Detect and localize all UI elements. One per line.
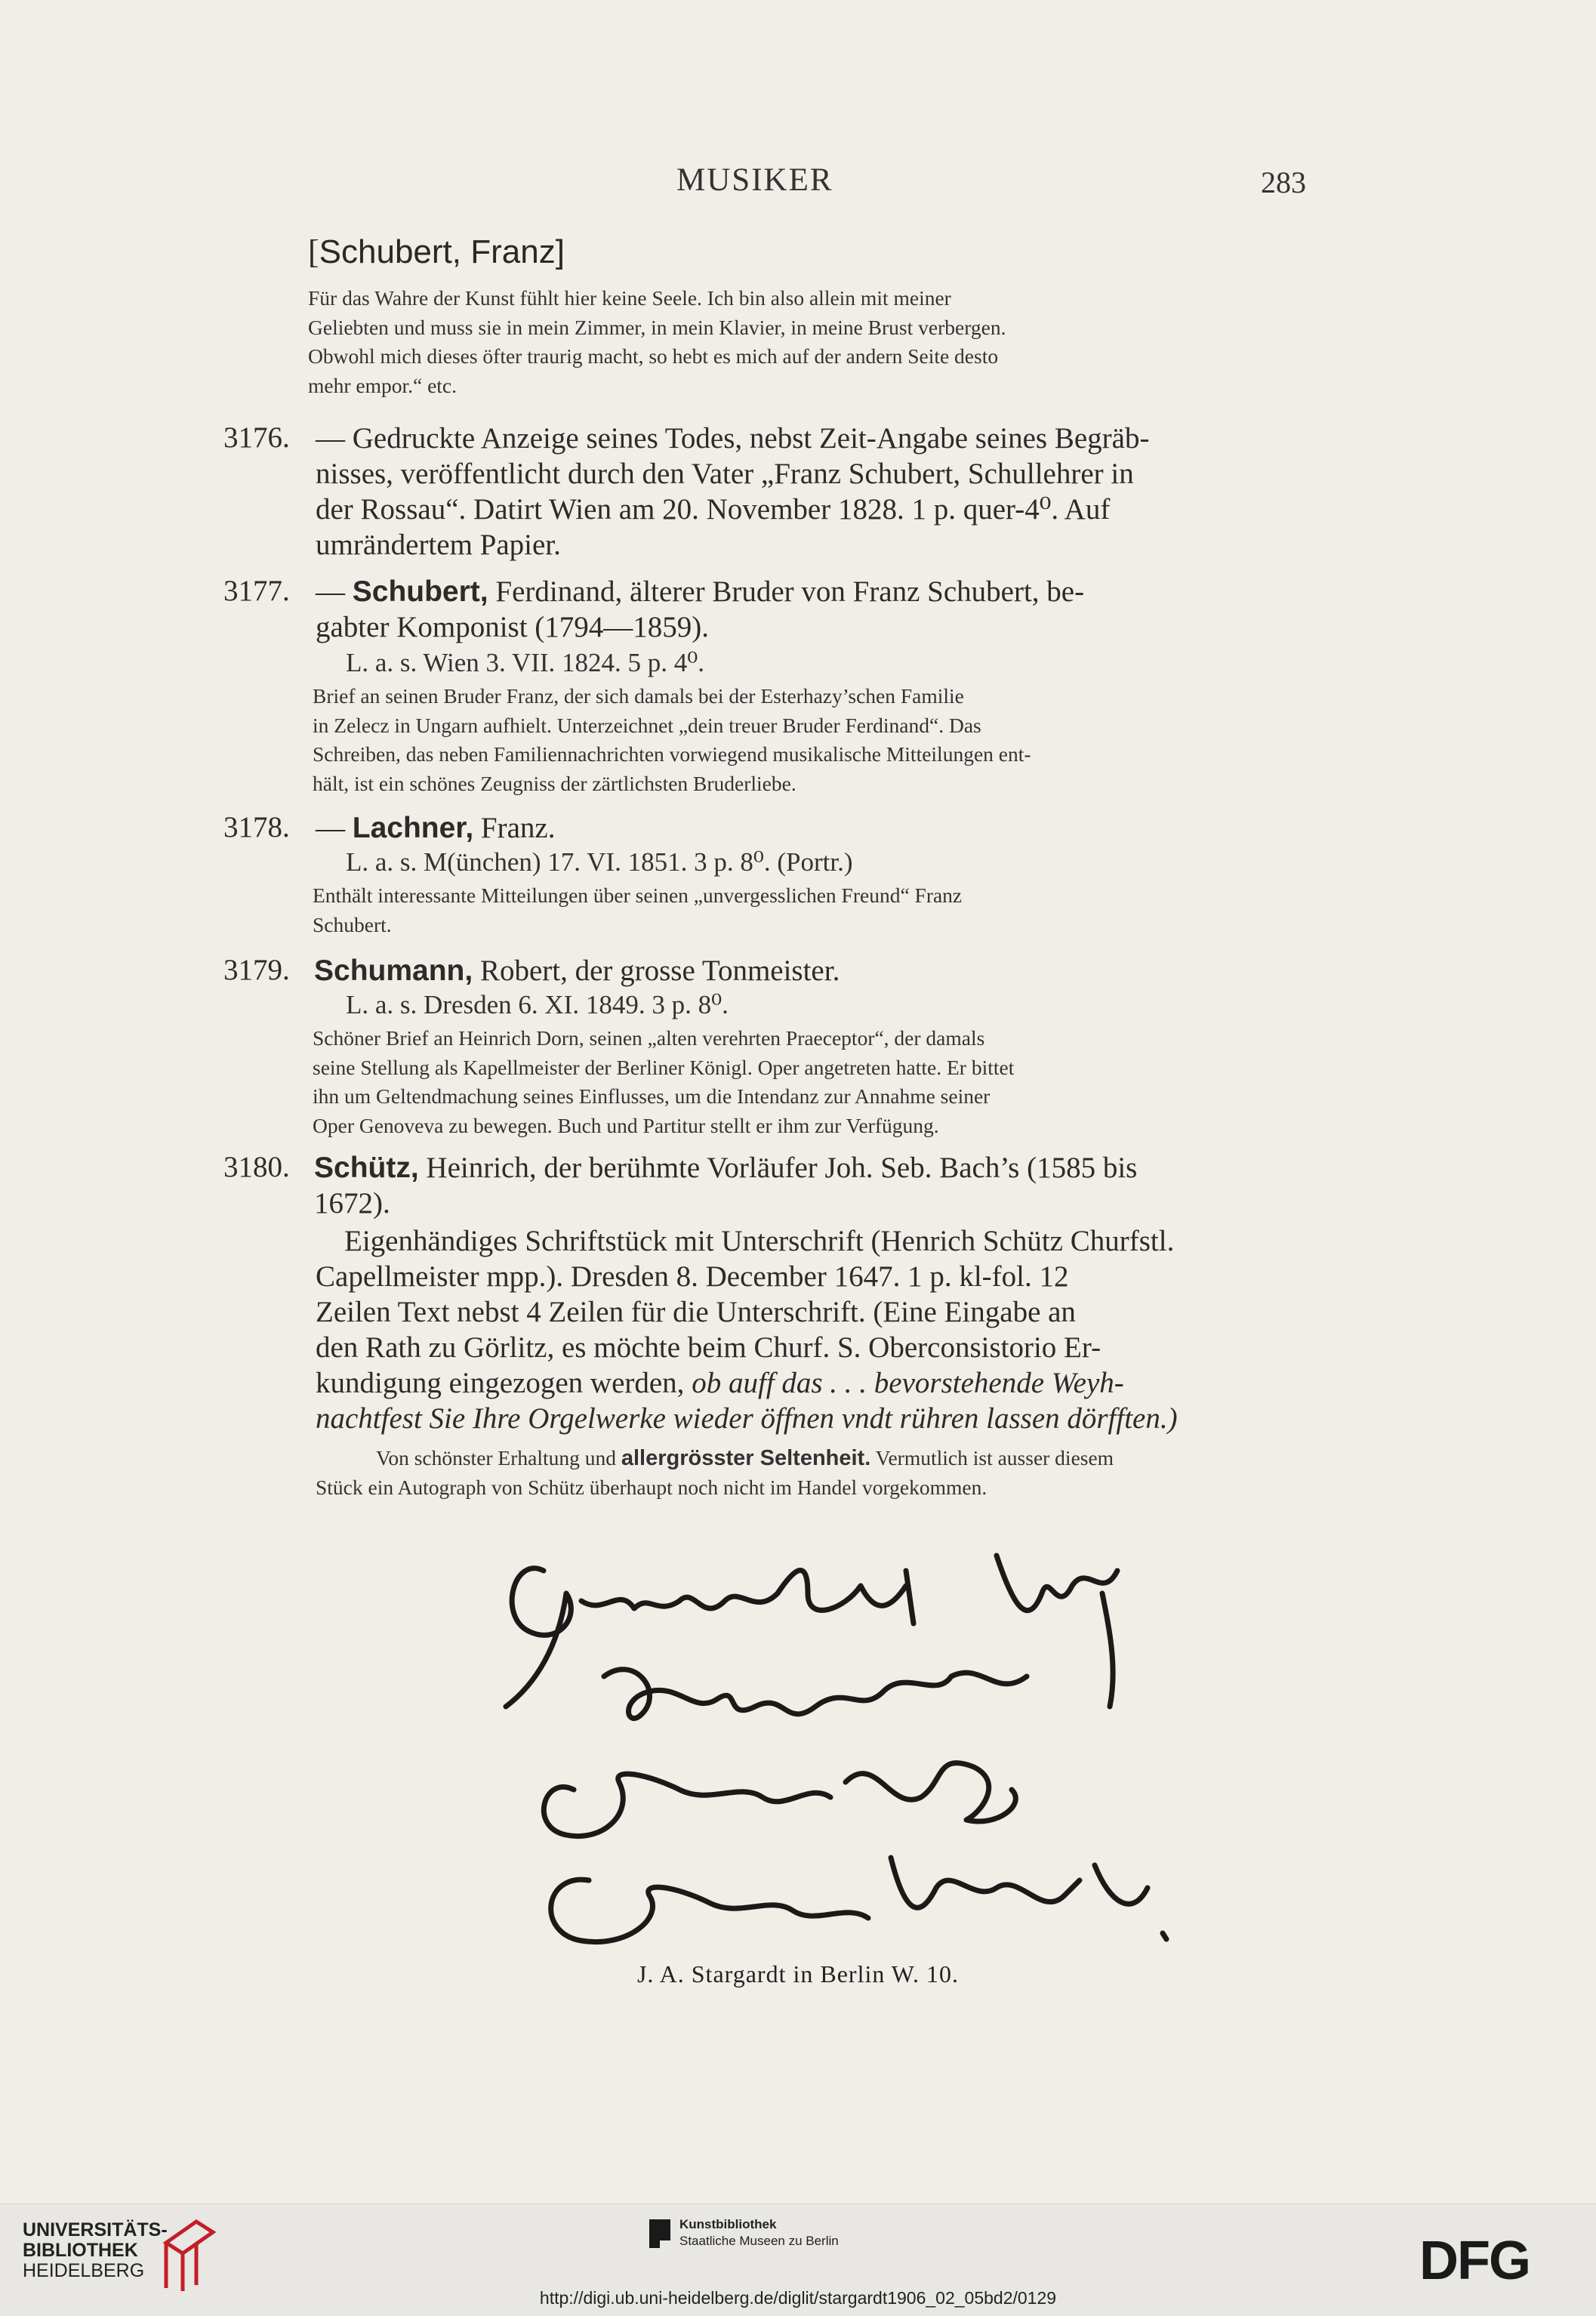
text-line: Schubert. [313, 912, 392, 936]
entry-closing [316, 1444, 1323, 1502]
entry-heading [316, 810, 1320, 846]
university-library-logo[interactable] [23, 2220, 168, 2281]
entry-body [316, 1223, 1323, 1436]
text-line: Geliebten und muss sie in mein Zimmer, in mein Klavier, in meine Brust verbergen. [308, 315, 1006, 339]
entry-number: 3177. [223, 575, 290, 607]
text-line: ihn um Geltendmachung seines Einflusses, um die Intendanz zur Annahme seiner [313, 1084, 991, 1108]
text-line: der Rossau“. Datirt Wien am 20. November 1828. 1 p. quer-4⁰. Auf [316, 493, 1111, 526]
continuation-heading [308, 233, 565, 271]
text-italic: ob auff das . . . bevorstehende Weyh- [692, 1367, 1124, 1399]
page-number: 283 [1261, 165, 1306, 199]
logo-line: BIBLIOTHEK [23, 2240, 138, 2261]
text-line: Für das Wahre der Kunst fühlt hier keine Seele. Ich bin also allein mit meiner [308, 286, 951, 310]
entry-heading [314, 953, 1318, 988]
text-line: hält, ist ein schönes Zeugniss der zärtlichsten Bruderliebe. [313, 771, 796, 795]
text-line [316, 1444, 1323, 1473]
text-line: Obwohl mich dieses öfter traurig macht, so hebt es mich auf der andern Seite desto [308, 344, 999, 368]
text-bold: allergrösster Seltenheit. [621, 1446, 871, 1470]
name-bold: Schubert, [319, 233, 461, 270]
entry-note [313, 1024, 1321, 1140]
text-plain: Vermutlich ist ausser diesem [870, 1446, 1114, 1469]
name-bold: Schütz, [314, 1152, 419, 1184]
permalink-url[interactable]: http://digi.ub.uni-heidelberg.de/diglit/stargardt1906_02_05bd2/0129 [539, 2288, 1057, 2308]
kb-line: Staatliche Museen zu Berlin [679, 2234, 839, 2248]
heading-line-2: 1672). [314, 1187, 390, 1220]
text-line-italic: nachtfest Sie Ihre Orgelwerke wieder öffnen vndt rühren lassen dörfften.) [316, 1402, 1178, 1435]
name-bold: Schumann, [314, 954, 473, 987]
heading-text: Heinrich, der berühmte Vorläufer Joh. Seb. Bach’s (1585 bis [418, 1152, 1138, 1184]
heading-text: Robert, der grosse Tonmeister. [473, 954, 840, 987]
text-line: Capellmeister mpp.). Dresden 8. December 1647. 1 p. kl-fol. 12 [316, 1260, 1069, 1293]
entry-3177 [316, 574, 1320, 645]
text-line: Zeilen Text nebst 4 Zeilen für die Unterschrift. (Eine Eingabe an [316, 1296, 1076, 1328]
heading-line-2: gabter Komponist (1794—1859). [316, 611, 710, 643]
entry-3178 [316, 810, 1320, 846]
entry-heading [316, 574, 1320, 609]
entry-number: 3178. [223, 811, 290, 843]
continuation-text [308, 284, 1320, 400]
kb-line: Kunstbibliothek [679, 2217, 777, 2231]
dfg-logo[interactable]: DFG [1419, 2231, 1530, 2291]
text-line [316, 1365, 1323, 1401]
text-plain: Von schönster Erhaltung und [376, 1446, 621, 1469]
logo-line: UNIVERSITÄTS- [23, 2219, 168, 2240]
kunstbibliothek-label[interactable] [679, 2216, 839, 2250]
text-line: den Rath zu Görlitz, es möchte beim Churf. S. Oberconsistorio Er- [316, 1331, 1101, 1364]
ub-heidelberg-emblem-icon [159, 2213, 219, 2296]
entry-number: 3180. [223, 1151, 290, 1183]
name-bold: Lachner, [352, 812, 474, 844]
text-line: Schöner Brief an Heinrich Dorn, seinen „alten verehrten Praeceptor“, der damals [313, 1026, 985, 1050]
entry-heading [314, 1150, 1323, 1186]
text-line: Enthält interessante Mitteilungen über seinen „unvergesslichen Freund“ Franz [313, 884, 963, 907]
heading-text: Ferdinand, älterer Bruder von Franz Schubert, be- [488, 575, 1085, 608]
text-line: seine Stellung als Kapellmeister der Berliner Königl. Oper angetreten hatte. Er bittet [313, 1055, 1015, 1079]
running-title: MUSIKER [676, 162, 833, 198]
text-line: Eigenhändiges Schriftstück mit Unterschrift (Henrich Schütz Churfstl. [344, 1225, 1175, 1257]
entry-3180 [314, 1150, 1323, 1221]
text-line: — Gedruckte Anzeige seines Todes, nebst Zeit-Angabe seines Begräb- [316, 422, 1150, 455]
entry-meta: L. a. s. M(ünchen) 17. VI. 1851. 3 p. 8⁰. (Portr.) [346, 847, 853, 877]
text-line: in Zelecz in Ungarn aufhielt. Unterzeichnet „dein treuer Bruder Ferdinand“. Das [313, 713, 981, 737]
entry-number: 3176. [223, 421, 290, 454]
bracket: [ [308, 233, 319, 270]
name-rest: Franz] [461, 233, 565, 270]
text-line: Stück ein Autograph von Schütz überhaupt noch nicht im Handel vorgekommen. [316, 1475, 987, 1499]
entry-meta: L. a. s. Dresden 6. XI. 1849. 3 p. 8⁰. [346, 990, 729, 1019]
logo-line: HEIDELBERG [23, 2260, 145, 2281]
name-bold: Schubert, [352, 575, 488, 608]
entry-note [313, 881, 1321, 939]
page-header [0, 162, 1596, 207]
entry-meta: L. a. s. Wien 3. VII. 1824. 5 p. 4⁰. [346, 648, 705, 677]
dash: — [316, 812, 353, 844]
entry-3179 [314, 953, 1318, 988]
entry-number: 3179. [223, 954, 290, 986]
dash: — [316, 575, 353, 608]
text-line: nisses, veröffentlicht durch den Vater „Franz Schubert, Schullehrer in [316, 458, 1134, 490]
text-plain: kundigung eingezogen werden, [316, 1367, 692, 1399]
imprint: J. A. Stargardt in Berlin W. 10. [636, 1960, 960, 1988]
heading-text: Franz. [473, 812, 556, 844]
signature-facsimile [453, 1525, 1208, 1994]
entry-note [313, 682, 1321, 798]
text-line: mehr empor.“ etc. [308, 373, 457, 397]
text-line: Brief an seinen Bruder Franz, der sich damals bei der Esterhazy’schen Familie [313, 684, 964, 708]
text-line: umrändertem Papier. [316, 529, 561, 561]
text-line: Schreiben, das neben Familiennachrichten vorwiegend musikalische Mitteilungen ent- [313, 742, 1031, 766]
text-line: Oper Genoveva zu bewegen. Buch und Partitur stellt er ihm zur Verfügung. [313, 1113, 939, 1137]
kunstbibliothek-logo-icon [648, 2218, 672, 2250]
entry-3176 [316, 421, 1320, 563]
